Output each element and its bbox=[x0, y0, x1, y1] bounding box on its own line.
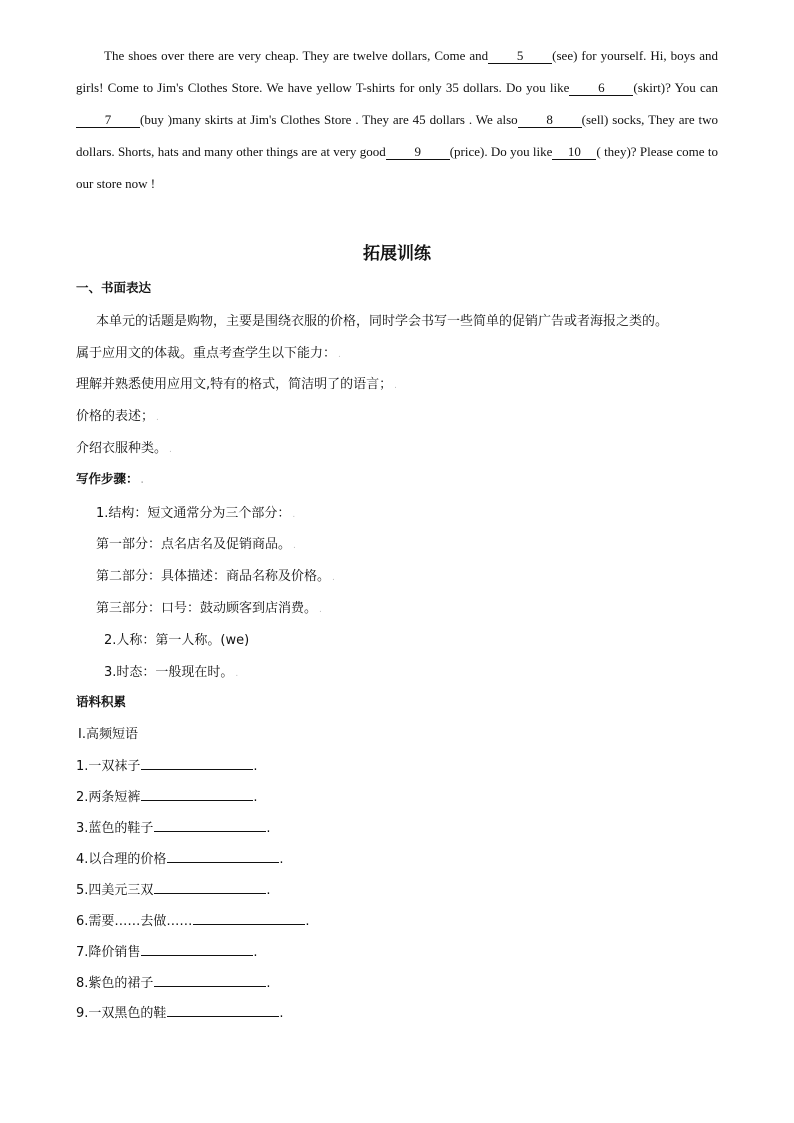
blank-5: 5 bbox=[488, 48, 552, 64]
phrase-item: 3.蓝色的鞋子 . bbox=[76, 817, 271, 836]
answer-blank[interactable] bbox=[167, 849, 279, 863]
phrase-text: 3.蓝色的鞋子 bbox=[76, 821, 154, 836]
passage-text: (buy )many skirts at Jim's Clothes Store . They are 45 dollars . We also bbox=[140, 112, 518, 127]
step-line: 第一部分：点名店名及促销商品。 . bbox=[96, 537, 296, 552]
answer-blank[interactable] bbox=[193, 911, 305, 925]
steps-heading: 写作步骤： . bbox=[76, 471, 144, 486]
phrase-item: 4.以合理的价格 . bbox=[76, 848, 284, 867]
phrase-item: 8.紫色的裙子 . bbox=[76, 972, 271, 991]
blank-7: 7 bbox=[76, 112, 140, 128]
answer-blank[interactable] bbox=[141, 756, 253, 770]
answer-blank[interactable] bbox=[167, 1003, 279, 1017]
phrase-text: 8.紫色的裙子 bbox=[76, 976, 154, 991]
step-line: 1.结构：短文通常分为三个部分： . bbox=[96, 506, 296, 521]
blank-8: 8 bbox=[518, 112, 582, 128]
phrase-item: 5.四美元三双 . bbox=[76, 879, 271, 898]
phrase-item: 1.一双袜子 . bbox=[76, 755, 258, 774]
blank-6: 6 bbox=[569, 80, 633, 96]
phrase-text: 7.降价销售 bbox=[76, 945, 141, 960]
passage-text: (sell) socks, They are two dollars. Shorts, hats and many other things are at very good bbox=[76, 112, 718, 159]
answer-blank[interactable] bbox=[154, 880, 266, 894]
phrase-text: 6.需要……去做…… bbox=[76, 914, 193, 929]
passage-text: (price). Do you like bbox=[449, 144, 553, 159]
step-line: 第二部分：具体描述：商品名称及价格。 . bbox=[96, 569, 335, 584]
cloze-passage bbox=[76, 40, 718, 200]
phrase-item: 6.需要……去做…… . bbox=[76, 910, 310, 929]
phrase-item: 9.一双黑色的鞋 . bbox=[76, 1002, 284, 1021]
passage-text: (see) for yourself. Hi, boys and girls! Come to Jim's Clothes Store. We have yellow T-shirts for only 35 dollars. Do you like bbox=[76, 48, 718, 95]
corpus-subheading: Ⅰ.高频短语 bbox=[78, 727, 138, 742]
phrase-text: 5.四美元三双 bbox=[76, 883, 154, 898]
phrase-item: 2.两条短裤 . bbox=[76, 786, 258, 805]
writing-line: 介绍衣服种类。 . bbox=[76, 441, 172, 456]
phrase-text: 1.一双袜子 bbox=[76, 759, 141, 774]
writing-line: 理解并熟悉使用应用文,特有的格式，简洁明了的语言； . bbox=[76, 377, 398, 392]
writing-line: 价格的表述； . bbox=[76, 409, 159, 424]
writing-intro: 本单元的话题是购物，主要是围绕衣服的价格，同时学会书写一些简单的促销广告或者海报之类的。 bbox=[96, 314, 669, 329]
passage-text: The shoes over there are very cheap. They are twelve dollars, Come and bbox=[104, 48, 489, 63]
phrase-text: 2.两条短裤 bbox=[76, 790, 141, 805]
writing-heading: 一、书面表达 bbox=[76, 280, 152, 295]
blank-9: 9 bbox=[386, 144, 450, 160]
section-title: 拓展训练 bbox=[363, 244, 431, 264]
writing-line: 属于应用文的体裁。重点考查学生以下能力： . bbox=[76, 346, 341, 361]
answer-blank[interactable] bbox=[154, 818, 266, 832]
blank-10: 10 bbox=[552, 144, 596, 160]
phrase-item: 7.降价销售 . bbox=[76, 941, 258, 960]
passage-text: (skirt)? You can bbox=[633, 80, 719, 95]
corpus-heading: 语料积累 bbox=[76, 694, 127, 709]
step-line: 2.人称：第一人称。(we) bbox=[104, 633, 250, 648]
answer-blank[interactable] bbox=[141, 787, 253, 801]
step-line: 3.时态：一般现在时。 . bbox=[104, 665, 239, 680]
answer-blank[interactable] bbox=[141, 942, 253, 956]
step-line: 第三部分：口号：鼓动顾客到店消费。 . bbox=[96, 601, 322, 616]
phrase-text: 9.一双黑色的鞋 bbox=[76, 1006, 167, 1021]
answer-blank[interactable] bbox=[154, 973, 266, 987]
passage-text: ( they)? Please come to our store now ! bbox=[76, 144, 718, 191]
phrase-text: 4.以合理的价格 bbox=[76, 852, 167, 867]
